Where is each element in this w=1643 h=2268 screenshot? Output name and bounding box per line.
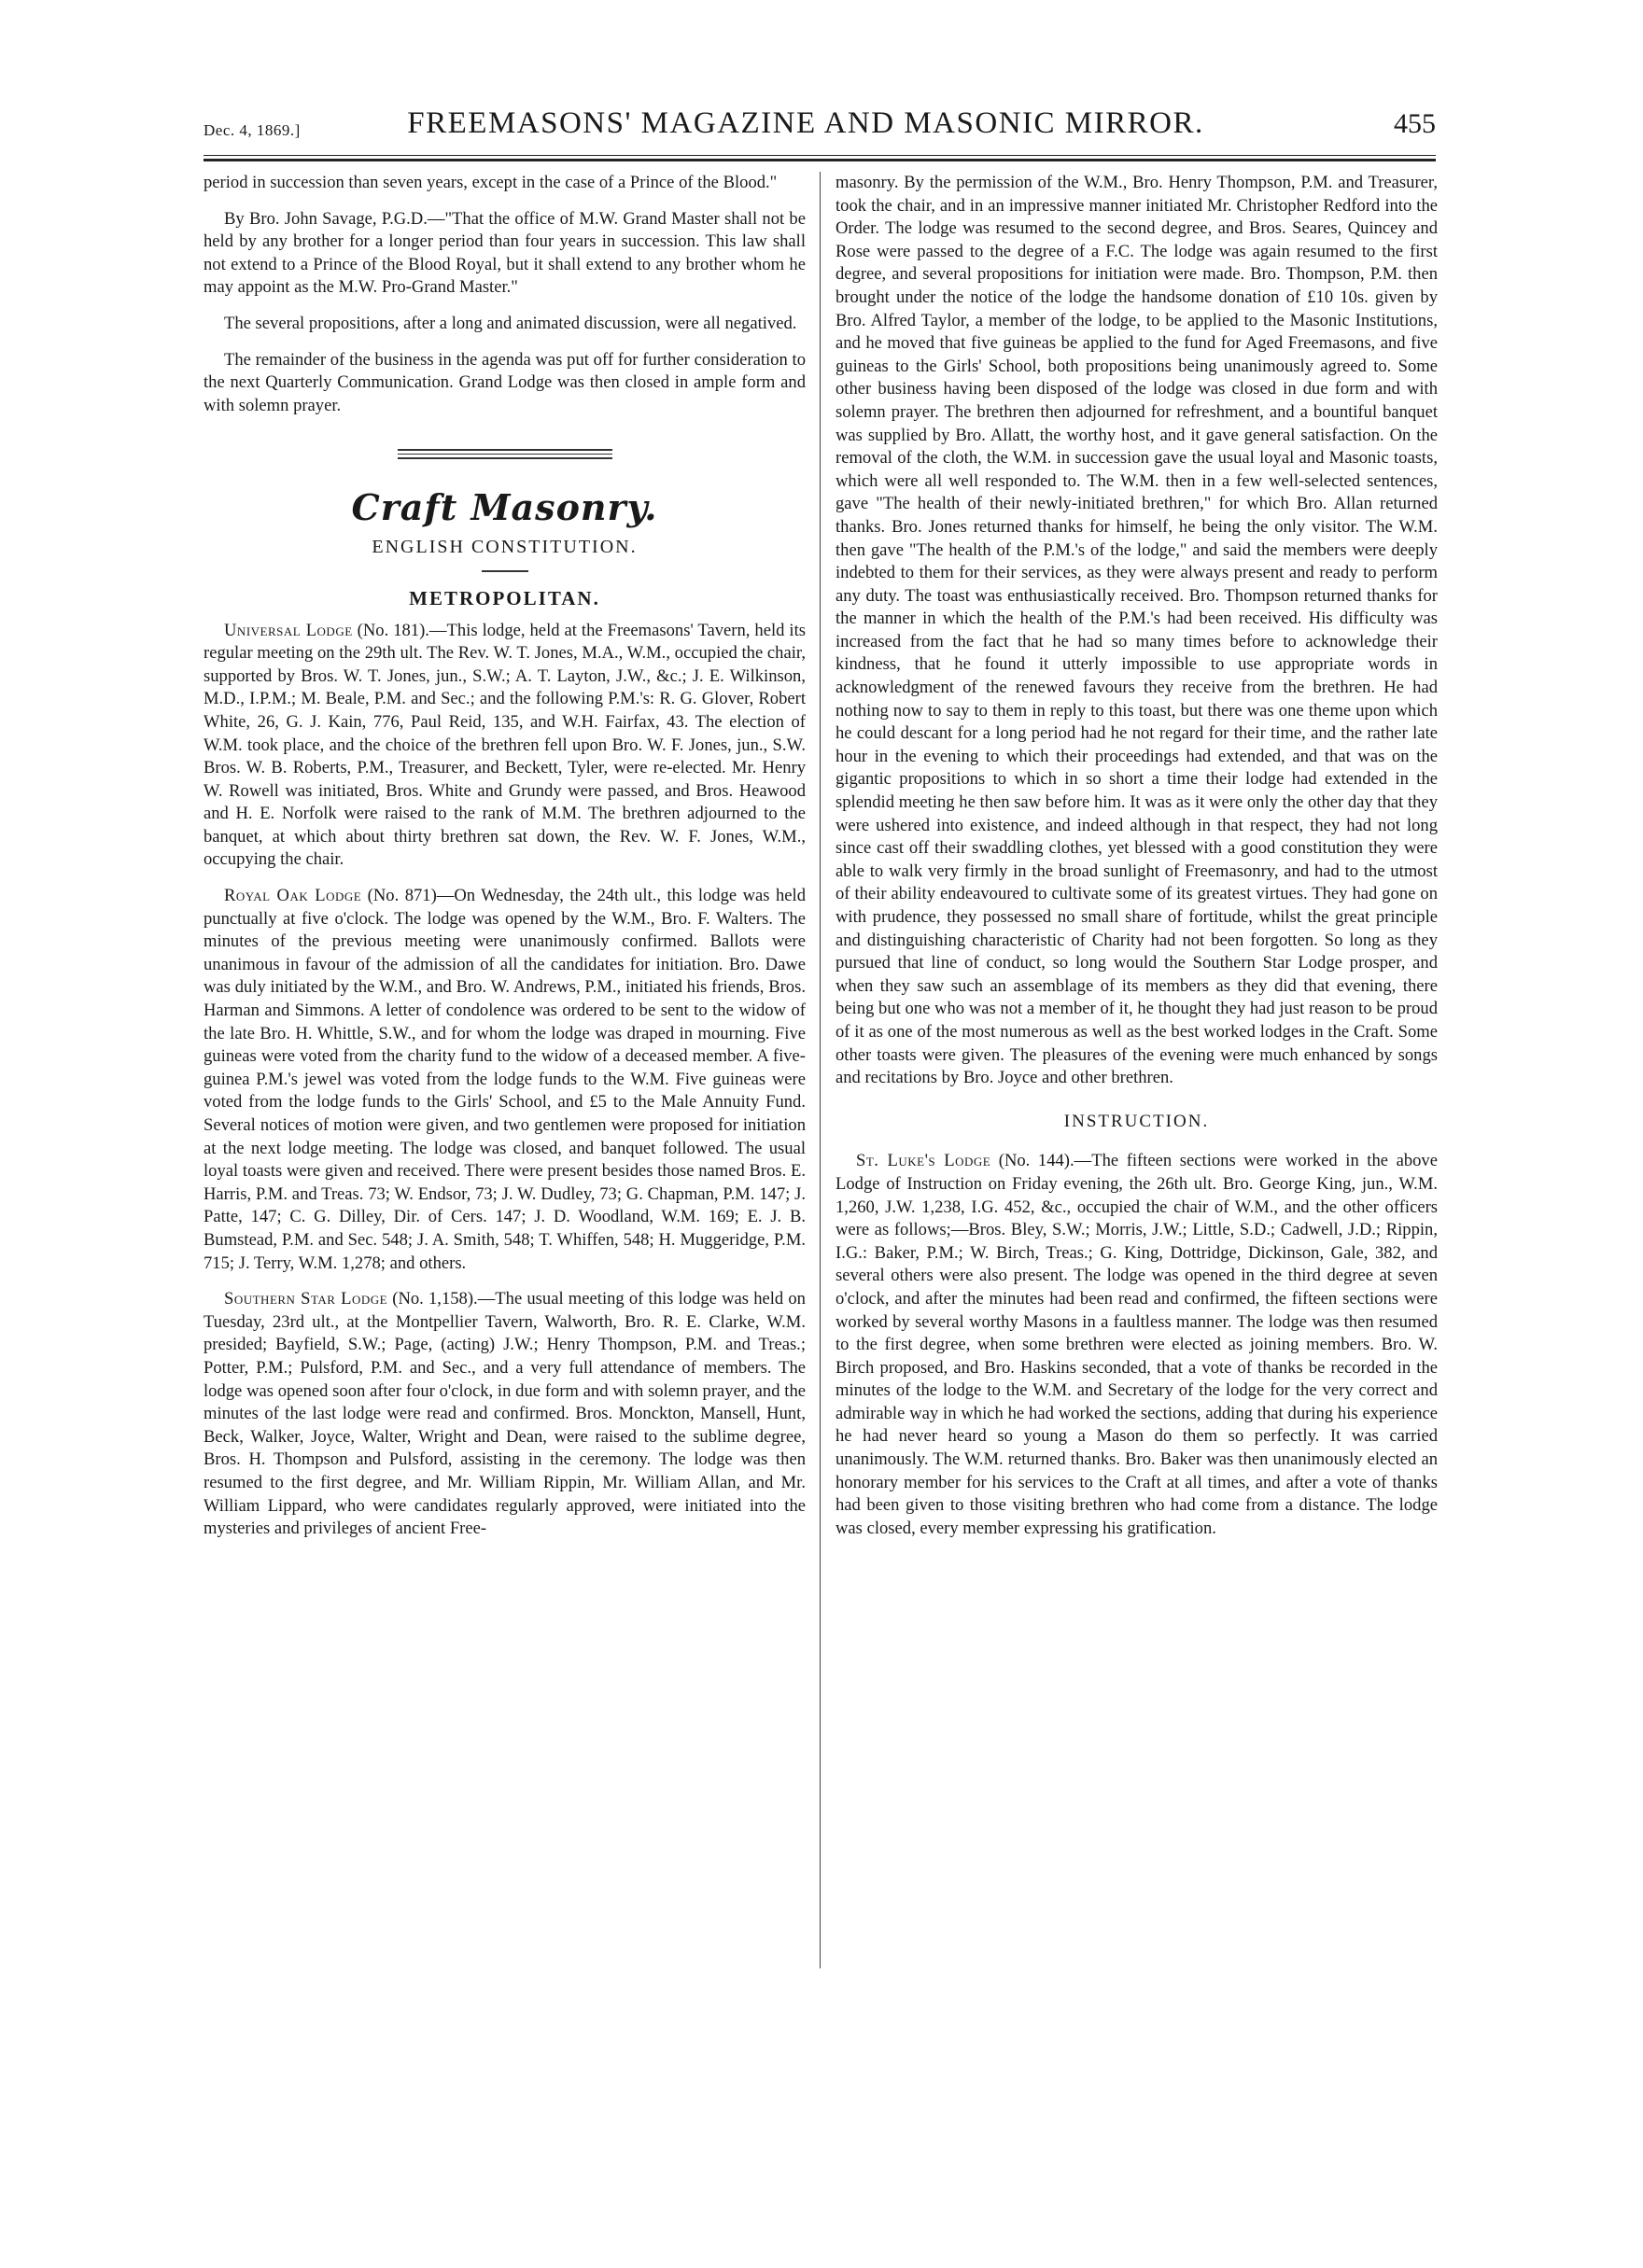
metropolitan-heading: METROPOLITAN. [409, 586, 600, 609]
issue-date: Dec. 4, 1869.] [204, 121, 301, 139]
column-divider [820, 172, 821, 1968]
instruction-heading: INSTRUCTION. [1063, 1111, 1210, 1131]
section-separator [398, 449, 612, 459]
lodge-name: Royal Oak Lodge [224, 886, 362, 906]
short-rule [482, 570, 528, 572]
grand-lodge-closed: The remainder of the business in the agenda was put off for further consideration to the next Quarterly Communication. Grand Lodge was then closed in ample form and with solemn prayer. [204, 349, 806, 415]
southern-star-continued: masonry. By the permission of the W.M., Bro. Henry Thompson, P.M. and Treasurer, took the chair, and in an impressive manner initiated Mr. Christopher Redford into the Order. The lodge was resumed to the second degree, and Bros. Seares, Quincey and Rose were passed to the degree of a F.C. The lodge was again resumed to the first degree, and several propositions for initiation were made. Bro. Thompson, P.M. then brought under the notice of the lodge the handsome donation of £10 10s. given by Bro. Alfred Taylor, a member of the lodge, to be applied to the Masonic Institutions, and he moved that five guineas be applied to the fund for Aged Freemasons, and five guineas to the Girls' School, both propositions being unanimously agreed to. Some other business having been disposed of the lodge was closed in due form and with solemn prayer. The brethren then adjourned for refreshment, and a bountiful banquet was supplied by Bro. Allatt, the worthy host, and it gave general satisfaction. On the removal of the cloth, the W.M. in succession gave the usual loyal and Masonic toasts, which were all well responded to. The W.M. then in a few well-selected sentences, gave "The health of their newly-initiated brethren," for which Bro. Allan returned thanks. Bro. Jones returned thanks for himself, he being the only visitor. The W.M. then gave "The health of the P.M.'s of the lodge," and said the members were deeply indebted to them for their services, as they were always present and ready to perform any duty. The toast was enthusiastically received. Bro. Thompson returned thanks for the manner in which the health of the P.M.'s had been received. His difficulty was increased from the fact that he had so many times before to acknowledge their kindness, that he found it utterly impossible to use appropriate words in acknowledgment of the renewed favours they receive from the brethren. He had nothing now to say to them in reply to this toast, but there was one theme upon which he could descant for a long period had he not regard for their time, and the rather late hour in the evening to which their proceedings had extended, and that was on the gigantic propositions to which in so short a time their lodge had extended in the splendid meeting he then saw before him. It was as it were only the other day that they were ushered into existence, and indeed although in that respect, they had not long since cast off their swaddling clothes, yet blessed with a good constitution they were able to walk very firmly in the broad sunlight of Freemasonry, and had to the utmost of their ability endeavoured to cultivate some of its greatest virtues. They had gone on with prudence, they possessed no small share of fortitude, whilst the great principle and distinguishing characteristic of Charity had not been forgotten. So long as they pursued that line of conduct, so long would the Southern Star Lodge prosper, and when they saw such an assemblage of its members as they did that evening, there being but one who was not a member of it, he thought they had just reason to be proud of it as one of the most numerous as well as the best worked lodges in the Craft. Some other toasts were given. The pleasures of the evening were much enhanced by songs and recitations by Bro. Joyce and other brethren. [836, 173, 1438, 1088]
lodge-name: Universal Lodge [224, 620, 353, 640]
lodge-name: Southern Star Lodge [224, 1289, 388, 1309]
magazine-title: FREEMASONS' MAGAZINE AND MASONIC MIRROR. [407, 106, 1204, 140]
report-text: (No. 1,158).—The usual meeting of this lodge was held on Tuesday, 23rd ult., at the Montpellier Tavern, Walworth, Bro. R. E. Clarke, W.M. presided; Bayfield, S.W.; Page, (acting) J.W.; Henry Thompson, P.M. and Treas.; Potter, P.M.; Pulsford, P.M. and Sec., and a very full attendance of members. The lodge was opened soon after four o'clock, in due form and with solemn prayer, and the minutes of the last lodge were read and confirmed. Bros. Monckton, Mansell, Hunt, Beck, Walker, Joyce, Walter, Wright and Dean, were raised to the sublime degree, Bros. H. Thompson and Pulsford, assisting in the ceremony. The lodge was then resumed to the first degree, and Mr. William Rippin, Mr. William Allan, and Mr. William Lippard, who were candidates regularly approved, were initiated into the mysteries and privileges of ancient Free- [204, 1289, 806, 1539]
page-header [204, 106, 1436, 153]
universal-lodge-report [204, 620, 806, 873]
header-rule-thin [204, 155, 1436, 156]
report-text: (No. 181).—This lodge, held at the Freemasons' Tavern, held its regular meeting on the 29th ult. The Rev. W. T. Jones, M.A., W.M., occupied the chair, supported by Bros. W. T. Jones, jun., S.W.; A. T. Layton, J.W., &c.; J. E. Wilkinson, M.D., I.P.M.; M. Beale, P.M. and Sec.; and the following P.M.'s: R. G. Glover, Robert White, 26, G. J. Kain, 776, Paul Reid, 135, and W.H. Fairfax, 43. The election of W.M. took place, and the choice of the brethren fell upon Bro. W. F. Jones, jun., S.W. Bros. W. B. Roberts, P.M., Treasurer, and Beckett, Tyler, were re-elected. Mr. Henry W. Rowell was initiated, Bros. White and Grundy were passed, and Bros. Heawood and H. E. Norfolk were raised to the rank of M.M. The brethren adjourned to the banquet, at which about thirty brethren sat down, the Rev. W. F. Jones, W.M., occupying the chair. [204, 620, 806, 870]
left-column [204, 172, 806, 1554]
continued-paragraph: period in succession than seven years, except in the case of a Prince of the Blood." [204, 173, 778, 192]
propositions-negatived: The several propositions, after a long and animated discussion, were all negatived. [224, 313, 797, 333]
subsection-heading: ENGLISH CONSTITUTION. [372, 537, 638, 558]
report-text: (No. 144).—The fifteen sections were worked in the above Lodge of Instruction on Friday evening, the 26th ult. Bro. George King, jun., W.M. 1,260, J.W. 1,238, I.G. 452, &c., occupied the chair of W.M., and the other officers were as follows;—Bros. Bley, S.W.; Morris, J.W.; Little, S.D.; Cadwell, J.D.; Rippin, I.G.: Baker, P.M.; W. Birch, Treas.; G. King, Dottridge, Dickinson, Gale, 382, and several others were also present. The lodge was opened in the third degree at seven o'clock, and after the minutes had been read and confirmed, the fifteen sections were worked by several worthy Masons in a faultless manner. The lodge was then resumed to the first degree, when some brethren were elected as joining members. Bro. W. Birch proposed, and Bro. Haskins seconded, that a vote of thanks be recorded in the minutes of the lodge to the W.M. and Secretary of the lodge for the very correct and admirable way in which he had worked the sections, adding that during his experience he had never heard so young a Mason do them so perfectly. It was carried unanimously. The W.M. returned thanks. Bro. Baker was then unanimously elected an honorary member for his services to the Craft at all times, and after a vote of thanks had been given to those visiting brethren who had come from a distance. The lodge was closed, every member expressing his gratification. [836, 1151, 1438, 1538]
header-rule-thick [204, 159, 1436, 161]
right-column [836, 172, 1438, 1553]
lodge-name: St. Luke's Lodge [856, 1151, 991, 1171]
report-text: (No. 871)—On Wednesday, the 24th ult., this lodge was held punctually at five o'clock. The lodge was opened by the W.M., Bro. F. Walters. The minutes of the previous meeting were unanimously confirmed. Ballots were unanimous in favour of the admission of all the candidates for initiation. Bro. Dawe was duly initiated by the W.M., and Bro. W. Andrews, P.M., initiated his friends, Bros. Harman and Simmons. A letter of condolence was ordered to be sent to the widow of the late Bro. H. Whittle, S.W., and for whom the lodge was draped in mourning. Five guineas were voted from the charity fund to the widow of a deceased member. A five-guinea P.M.'s jewel was voted from the lodge funds to the W.M. Five guineas were voted from the lodge funds to the Girls' School, and £5 to the Male Annuity Fund. Several notices of motion were given, and two gentlemen were proposed for initiation at the next lodge meeting. The lodge was closed, and banquet followed. The usual loyal toasts were given and received. There were present besides those named Bros. E. Harris, P.M. and Treas. 73; W. Endsor, 73; J. W. Dudley, 73; G. Chapman, P.M. 147; J. Patte, 147; C. G. Dilley, Dir. of Cers. 147; J. D. Woodland, W.M. 169; E. J. B. Bumstead, P.M. and Sec. 548; J. A. Smith, 548; T. Whiffen, 548; H. Muggeridge, P.M. 715; J. Terry, W.M. 1,278; and others. [204, 886, 807, 1273]
savage-proposition: By Bro. John Savage, P.G.D.—"That the office of M.W. Grand Master shall not be held by any brother for a longer period than four years in succession. This law shall not extend to a Prince of the Blood Royal, but it shall extend to any brother whom he may appoint as the M.W. Pro-Grand Master." [204, 208, 806, 298]
page-number: 455 [1394, 108, 1436, 139]
royal-oak-lodge-report [204, 885, 806, 1275]
southern-star-lodge-report [204, 1288, 806, 1541]
st-lukes-lodge-report [836, 1150, 1438, 1540]
section-title: Craft Masonry. [351, 486, 658, 529]
